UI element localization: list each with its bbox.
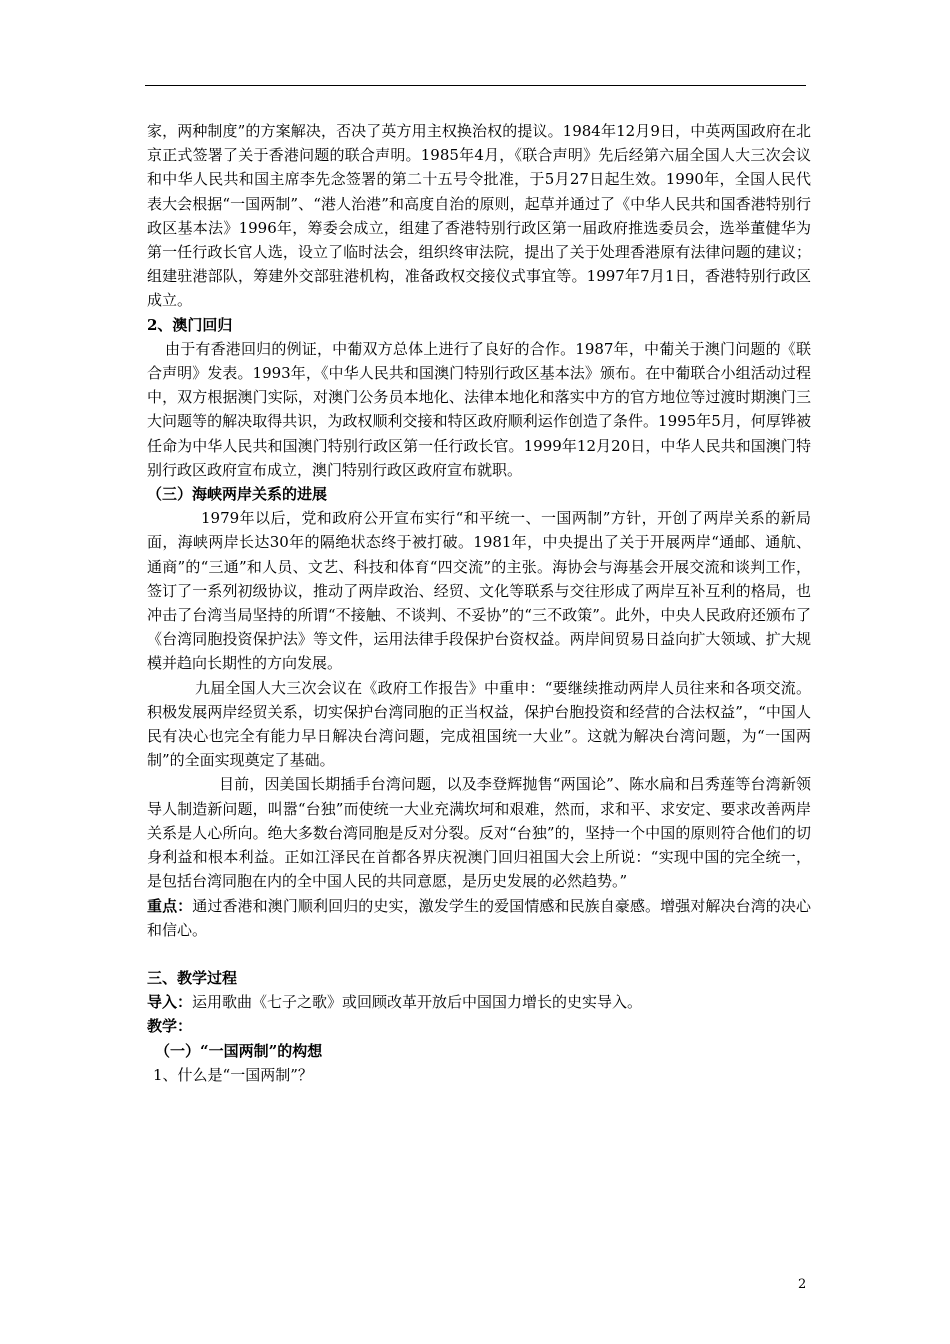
teaching-label: 教学： — [147, 1017, 193, 1036]
intro-line — [147, 990, 811, 1014]
document-body — [147, 119, 811, 1087]
paragraph-cross-strait-1979: 1979年以后，党和政府公开宣布实行“和平统一、一国两制”方针，开创了两岸关系的新局面，海峡两岸长达30年的隔绝状态终于被打破。1981年，中央提出了关于开展两岸“通邮、通航、通商”的“三通”和人员、文艺、科技和体育“四交流”的主张。海协会与海基会开展交流和谈判工作，签订了一系列初级协议，推动了两岸政治、经贸、文化等联系与交往形成了两岸互补互利的格局，也冲击了台湾当局坚持的所谓“不接触、不谈判、不妥协”的“三不政策”。此外，中央人民政府还颁布了《台湾同胞投资保护法》等文件，运用法律手段保护台资权益。两岸间贸易日益向扩大领域、扩大规模并趋向长期性的方向发展。 — [147, 509, 811, 673]
key-point — [147, 894, 811, 942]
intro-text: 运用歌曲《七子之歌》或回顾改革开放后中国国力增长的史实导入。 — [192, 993, 643, 1012]
heading-cross-strait: （三）海峡两岸关系的进展 — [147, 485, 328, 504]
intro-label: 导入： — [147, 993, 193, 1012]
key-point-label: 重点： — [147, 896, 193, 915]
list-item-what-is: 1、什么是“一国两制”？ — [153, 1065, 313, 1084]
paragraph-current-situation: 目前，因美国长期插手台湾问题，以及李登辉抛售“两国论”、陈水扁和吕秀莲等台湾新领导人制造新问题，叫嚣“台独”而使统一大业充满坎坷和艰难，然而，求和平、求安定、要求改善两岸关系是人心所向。绝大多数台湾同胞是反对分裂。反对“台独”的，坚持一个中国的原则符合他们的切身利益和根本利益。正如江泽民在首都各界庆祝澳门回归祖国大会上所说：“实现中国的完全统一，是包括台湾同胞在内的全中国人民的共同意愿，是历史发展的必然趋势。” — [147, 775, 811, 891]
paragraph-hong-kong: 家，两种制度”的方案解决，否决了英方用主权换治权的提议。1984年12月9日，中英两国政府在北京正式签署了关于香港问题的联合声明。1985年4月，《联合声明》先后经第六届全国人大三次会议和中华人民共和国主席李先念签署的第二十五号令批准，于5月27日起生效。1990年，全国人民代表大会根据“一国两制”、“港人治港”和高度自治的原则，起草并通过了《中华人民共和国香港特别行政区基本法》1996年，筹委会成立，组建了香港特别行政区第一届政府推选委员会，选举董健华为第一任行政长官人选，设立了临时法会，组织终审法院，提出了关于处理香港原有法律问题的建议；组建驻港部队，筹建外交部驻港机构，准备政权交接仪式事宜等。1997年7月1日，香港特别行政区成立。 — [147, 122, 811, 310]
paragraph-npc-report: 九届全国人大三次会议在《政府工作报告》中重申：“要继续推动两岸人员往来和各项交流。积极发展两岸经贸关系，切实保护台湾同胞的正当权益，保护台胞投资和经营的合法权益”，“中国人民有决心也完全有能力早日解决台湾问题，完成祖国统一大业”。这就为解决台湾问题，为“一国两制”的全面实现奠定了基础。 — [147, 678, 811, 770]
heading-macau-return: 2、澳门回归 — [147, 315, 233, 334]
page-number: 2 — [798, 1277, 807, 1292]
section-title-teaching-process: 三、教学过程 — [147, 968, 238, 987]
spacer — [147, 942, 811, 966]
paragraph-macau: 由于有香港回归的例证，中葡双方总体上进行了良好的合作。1987年，中葡关于澳门问题的《联合声明》发表。1993年，《中华人民共和国澳门特别行政区基本法》颁布。在中葡联合小组活动过程中，双方根据澳门实际，对澳门公务员本地化、法律本地化和落实中方的官方地位等过渡时期澳门三大问题等的解决取得共识，为政权顺利交接和特区政府顺利运作创造了条件。1995年5月，何厚铧被任命为中华人民共和国澳门特别行政区第一任行政长官。1999年12月20日，中华人民共和国澳门特别行政区政府宣布成立，澳门特别行政区政府宣布就职。 — [147, 339, 811, 479]
key-point-text: 通过香港和澳门顺利回归的史实，激发学生的爱国情感和民族自豪感。增强对解决台湾的决心和信心。 — [147, 896, 811, 939]
header-rule — [145, 85, 806, 86]
sub-heading-one-country-two-systems: （一）“一国两制”的构想 — [155, 1041, 323, 1060]
